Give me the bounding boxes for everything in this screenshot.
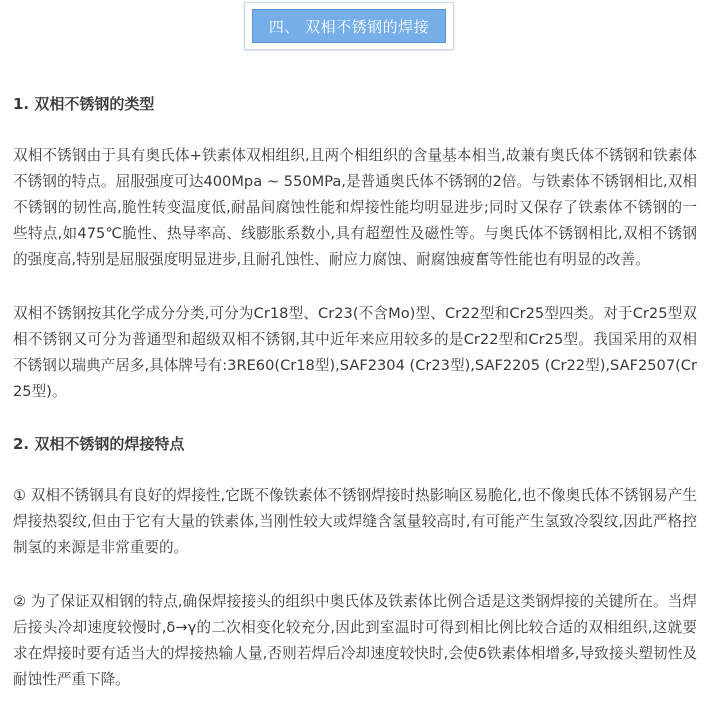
paragraph-feature-1: ① 双相不锈钢具有良好的焊接性,它既不像铁素体不锈钢焊接时热影响区易脆化,也不像奥氏体不锈钢易产生焊接热裂纹,但由于它有大量的铁素体,当刚性较大或焊缝含氢量较高时,有可能产生氢致冷裂纹,因此严格控制氢的来源是非常重要的。 bbox=[13, 487, 697, 556]
heading-welding-features: 2. 双相不锈钢的焊接特点 bbox=[13, 435, 185, 453]
article-body bbox=[13, 92, 697, 693]
paragraph-types-intro: 双相不锈钢由于具有奥氏体+铁素体双相组织,且两个相组织的含量基本相当,故兼有奥氏体不锈钢和铁素体不锈钢的特点。屈服强度可达400Mpa ~ 550MPa,是普通奥氏体不锈钢的2倍。与铁素体不锈钢相比,双相不锈钢的韧性高,脆性转变温度低,耐晶间腐蚀性能和焊接性能均明显进步;同时又保存了铁素体不锈钢的一些特点,如475℃脆性、热导率高、线膨胀系数小,具有超塑性及磁性等。与奥氏体不锈钢相比,双相不锈钢的强度高,特别是屈服强度明显进步,且耐孔蚀性、耐应力腐蚀、耐腐蚀疲奮等性能也有明显的改善。 bbox=[13, 147, 697, 268]
heading-types: 1. 双相不锈钢的类型 bbox=[13, 95, 155, 113]
section-title: 四、 双相不锈钢的焊接 bbox=[252, 9, 446, 43]
paragraph-feature-2: ② 为了保证双相钢的特点,确保焊接接头的组织中奥氏体及铁素体比例合适是这类钢焊接的关键所在。当焊后接头冷却速度较慢时,δ→γ的二次相变化较充分,因此到室温时可得到相比例比较合适的双相组织,这就要求在焊接时要有适当大的焊接热输人量,否则若焊后冷却速度较快时,会使δ铁素体相增多,导致接头塑韧性及耐蚀性严重下降。 bbox=[13, 593, 697, 688]
section-banner bbox=[244, 2, 454, 50]
paragraph-types-classification: 双相不锈钢按其化学成分分类,可分为Cr18型、Cr23(不含Mo)型、Cr22型和Cr25型四类。对于Cr25型双相不锈钢又可分为普通型和超级双相不锈钢,其中近年来应用较多的是Cr22型和Cr25型。我国采用的双相不锈钢以瑞典产居多,具体牌号有:3RE60(Cr18型),SAF2304 (Cr23型),SAF2205 (Cr22型),SAF2507(Cr25型)。 bbox=[13, 305, 697, 400]
